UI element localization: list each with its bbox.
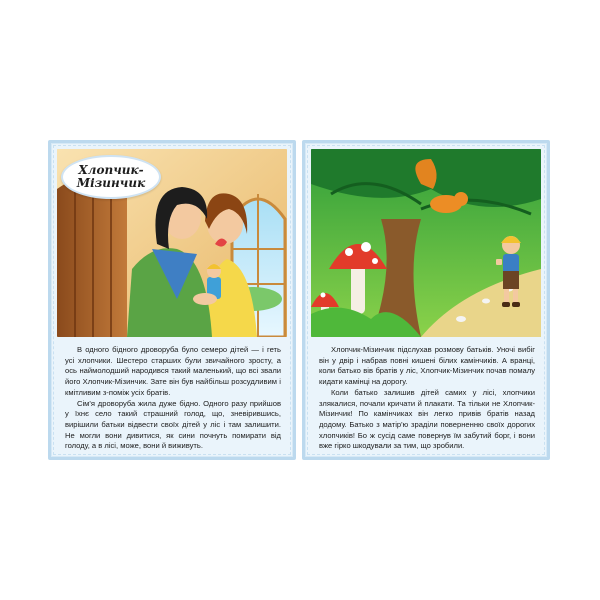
left-paragraph-1: В одного бідного дроворуба було семеро дітей — і геть усі хлопчики. Шестеро старших були звичайного зросту, а ось наймолодший народився такий маленький, що всі звали його Хлопчик-Мізинчик. Зате він був найбільш розсудливим і кмітливим з-поміж усіх братів. [65, 345, 281, 397]
parents-illustration [57, 149, 287, 337]
right-paragraph-1: Хлопчик-Мізинчик підслухав розмову батьків. Уночі вибіг він у двір і набрав повні кишені білих камінчиків. А вранці, коли батько вів братів у ліс, Хлопчик-Мізинчик почав помалу кидати камінці на дорогу. [319, 345, 535, 387]
right-page-text [319, 345, 535, 452]
story-title [61, 155, 161, 199]
left-book-page [48, 140, 296, 460]
right-paragraph-2: Коли батько залишив дітей самих у лісі, хлопчики злякалися, почали кричати й плакати. Та тільки не Хлопчик-Мізинчик! По камінчиках він легко привів братів назад додому. Батько з матір'ю зраділи поверненню своїх дорогих хлопчиків! Бо ж сусід саме повернув їм забутий борг, і вони вже гірко шкодували за тим, що зробили. [319, 387, 535, 451]
left-page-text [65, 345, 281, 452]
forest-illustration [311, 149, 541, 337]
forest-illustration-art [311, 149, 541, 337]
story-title-text: Хлопчик-Мізинчик [76, 163, 146, 190]
left-paragraph-2: Сім'я дроворуба жила дуже бідно. Одного разу прийшов у їхнє село такий страшний голод, що, зневірившись, вирішили батьки відвести своїх дітей у ліс і там залишити. Не могли вони дивитися, як сини почнуть помирати від голоду, а в лісі, може, вони й виживуть. [65, 398, 281, 451]
right-book-page [302, 140, 550, 460]
